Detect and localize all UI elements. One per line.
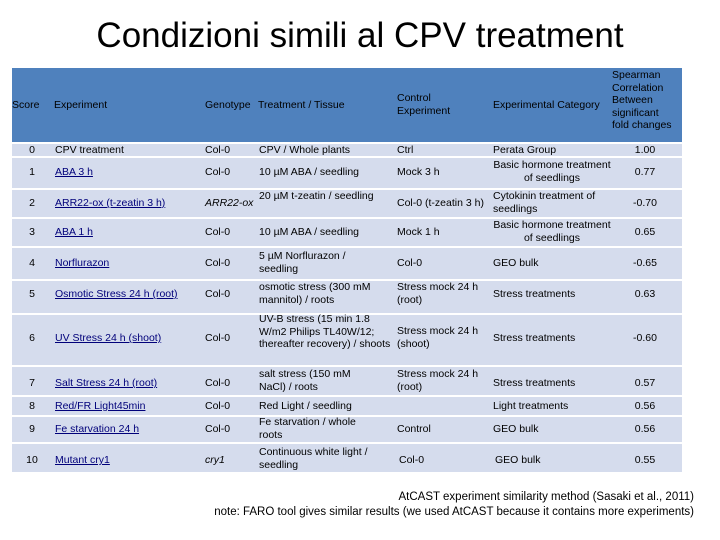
treatment-cell: CPV / Whole plants: [259, 144, 351, 156]
header-score: Score: [12, 99, 40, 111]
category-cell: Stress treatments: [493, 377, 576, 389]
genotype-cell: Col-0: [205, 257, 231, 269]
control-cell: Stress mock 24 h (shoot): [397, 325, 479, 350]
score-cell: 7: [29, 377, 35, 389]
slide-title: Condizioni simili al CPV treatment: [96, 16, 624, 55]
treatment-cell: Red Light / seedling: [259, 400, 352, 412]
category-cell: Basic hormone treatment of seedlings: [493, 219, 611, 244]
category-cell: GEO bulk: [493, 257, 539, 269]
correlation-cell: 0.56: [634, 400, 656, 412]
correlation-cell: 0.57: [634, 377, 656, 389]
treatment-cell: Fe starvation / whole roots: [259, 416, 356, 441]
score-cell: 4: [29, 257, 35, 269]
genotype-cell: Col-0: [205, 144, 231, 156]
genotype-cell: Col-0: [205, 377, 231, 389]
control-cell: Col-0 (t-zeatin 3 h): [397, 197, 484, 209]
category-cell: Stress treatments: [493, 288, 576, 300]
experiment-link[interactable]: UV Stress 24 h (shoot): [55, 332, 162, 344]
experiment-link[interactable]: Salt Stress 24 h (root): [55, 377, 158, 389]
genotype-cell: cry1: [205, 454, 225, 466]
score-cell: 10: [26, 454, 38, 466]
correlation-cell: -0.70: [633, 197, 657, 209]
control-cell: Ctrl: [397, 144, 414, 156]
experiment-link[interactable]: ABA 3 h: [55, 166, 93, 178]
control-cell: Stress mock 24 h (root): [397, 281, 479, 306]
correlation-cell: -0.65: [633, 257, 657, 269]
header-treatment: Treatment / Tissue: [258, 99, 345, 111]
header-genotype: Genotype: [205, 99, 251, 111]
genotype-cell: Col-0: [205, 288, 231, 300]
experiment-link[interactable]: ABA 1 h: [55, 226, 93, 238]
control-cell: Col-0: [397, 257, 423, 269]
row-divider: [12, 365, 682, 367]
score-cell: 5: [29, 288, 35, 300]
experiment-link[interactable]: ARR22-ox (t-zeatin 3 h): [55, 197, 166, 209]
genotype-cell: Col-0: [205, 226, 231, 238]
control-cell: Stress mock 24 h (root): [397, 368, 479, 393]
category-cell: Stress treatments: [493, 332, 576, 344]
treatment-cell: osmotic stress (300 mM mannitol) / roots: [259, 281, 371, 306]
experiment-link[interactable]: Red/FR Light45min: [55, 400, 146, 412]
category-cell: Light treatments: [493, 400, 569, 412]
genotype-cell: Col-0: [205, 166, 231, 178]
treatment-cell: UV-B stress (15 min 1.8 W/m2 Philips TL40W/12; thereafter recovery) / shoots: [259, 313, 391, 350]
correlation-cell: 1.00: [634, 144, 656, 156]
footer-note: [214, 490, 694, 520]
treatment-cell: 20 µM t-zeatin / seedling: [259, 190, 374, 202]
row-divider: [12, 395, 682, 397]
score-cell: 1: [29, 166, 35, 178]
experiment-link[interactable]: Fe starvation 24 h: [55, 423, 140, 435]
category-cell: Cytokinin treatment of seedlings: [493, 190, 596, 215]
correlation-cell: 0.55: [634, 454, 656, 466]
experiment-cell: CPV treatment: [55, 144, 124, 156]
score-cell: 2: [29, 197, 35, 209]
score-cell: 3: [29, 226, 35, 238]
treatment-cell: 10 µM ABA / seedling: [259, 166, 360, 178]
correlation-cell: 0.65: [634, 226, 656, 238]
score-cell: 0: [29, 144, 35, 156]
correlation-cell: 0.63: [634, 288, 656, 300]
genotype-cell: Col-0: [205, 400, 231, 412]
row-divider: [12, 246, 682, 248]
category-cell: GEO bulk: [493, 423, 539, 435]
header-category: Experimental Category: [493, 99, 600, 111]
correlation-cell: 0.77: [634, 166, 656, 178]
genotype-cell: Col-0: [205, 423, 231, 435]
score-cell: 9: [29, 423, 35, 435]
experiment-link[interactable]: Norflurazon: [55, 257, 110, 269]
treatment-cell: 10 µM ABA / seedling: [259, 226, 360, 238]
score-cell: 6: [29, 332, 35, 344]
header-control: Control Experiment: [397, 92, 451, 117]
treatment-cell: 5 µM Norflurazon / seedling: [259, 250, 346, 275]
header-spearman: Spearman Correlation Between significant fold changes: [612, 69, 672, 131]
similarity-table: [12, 68, 682, 472]
genotype-cell: Col-0: [205, 332, 231, 344]
category-cell: Basic hormone treatment of seedlings: [493, 159, 611, 184]
category-cell: GEO bulk: [495, 454, 541, 466]
row-divider: [12, 442, 682, 444]
control-cell: Mock 3 h: [397, 166, 440, 178]
control-cell: Control: [397, 423, 431, 435]
treatment-cell: Continuous white light / seedling: [259, 446, 368, 471]
treatment-cell: salt stress (150 mM NaCl) / roots: [259, 368, 351, 393]
score-cell: 8: [29, 400, 35, 412]
footer-note-text: note: FARO tool gives similar results (we used AtCAST because it contains more experiments): [214, 506, 694, 518]
experiment-link[interactable]: Mutant cry1: [55, 454, 110, 466]
genotype-cell: ARR22-ox: [205, 197, 254, 209]
correlation-cell: -0.60: [633, 332, 657, 344]
header-experiment: Experiment: [54, 99, 108, 111]
category-cell: Perata Group: [493, 144, 557, 156]
correlation-cell: 0.56: [634, 423, 656, 435]
experiment-link[interactable]: Osmotic Stress 24 h (root): [55, 288, 178, 300]
control-cell: Mock 1 h: [397, 226, 440, 238]
footer-citation: AtCAST experiment similarity method (Sasaki et al., 2011): [398, 491, 694, 503]
control-cell: Col-0: [399, 454, 425, 466]
